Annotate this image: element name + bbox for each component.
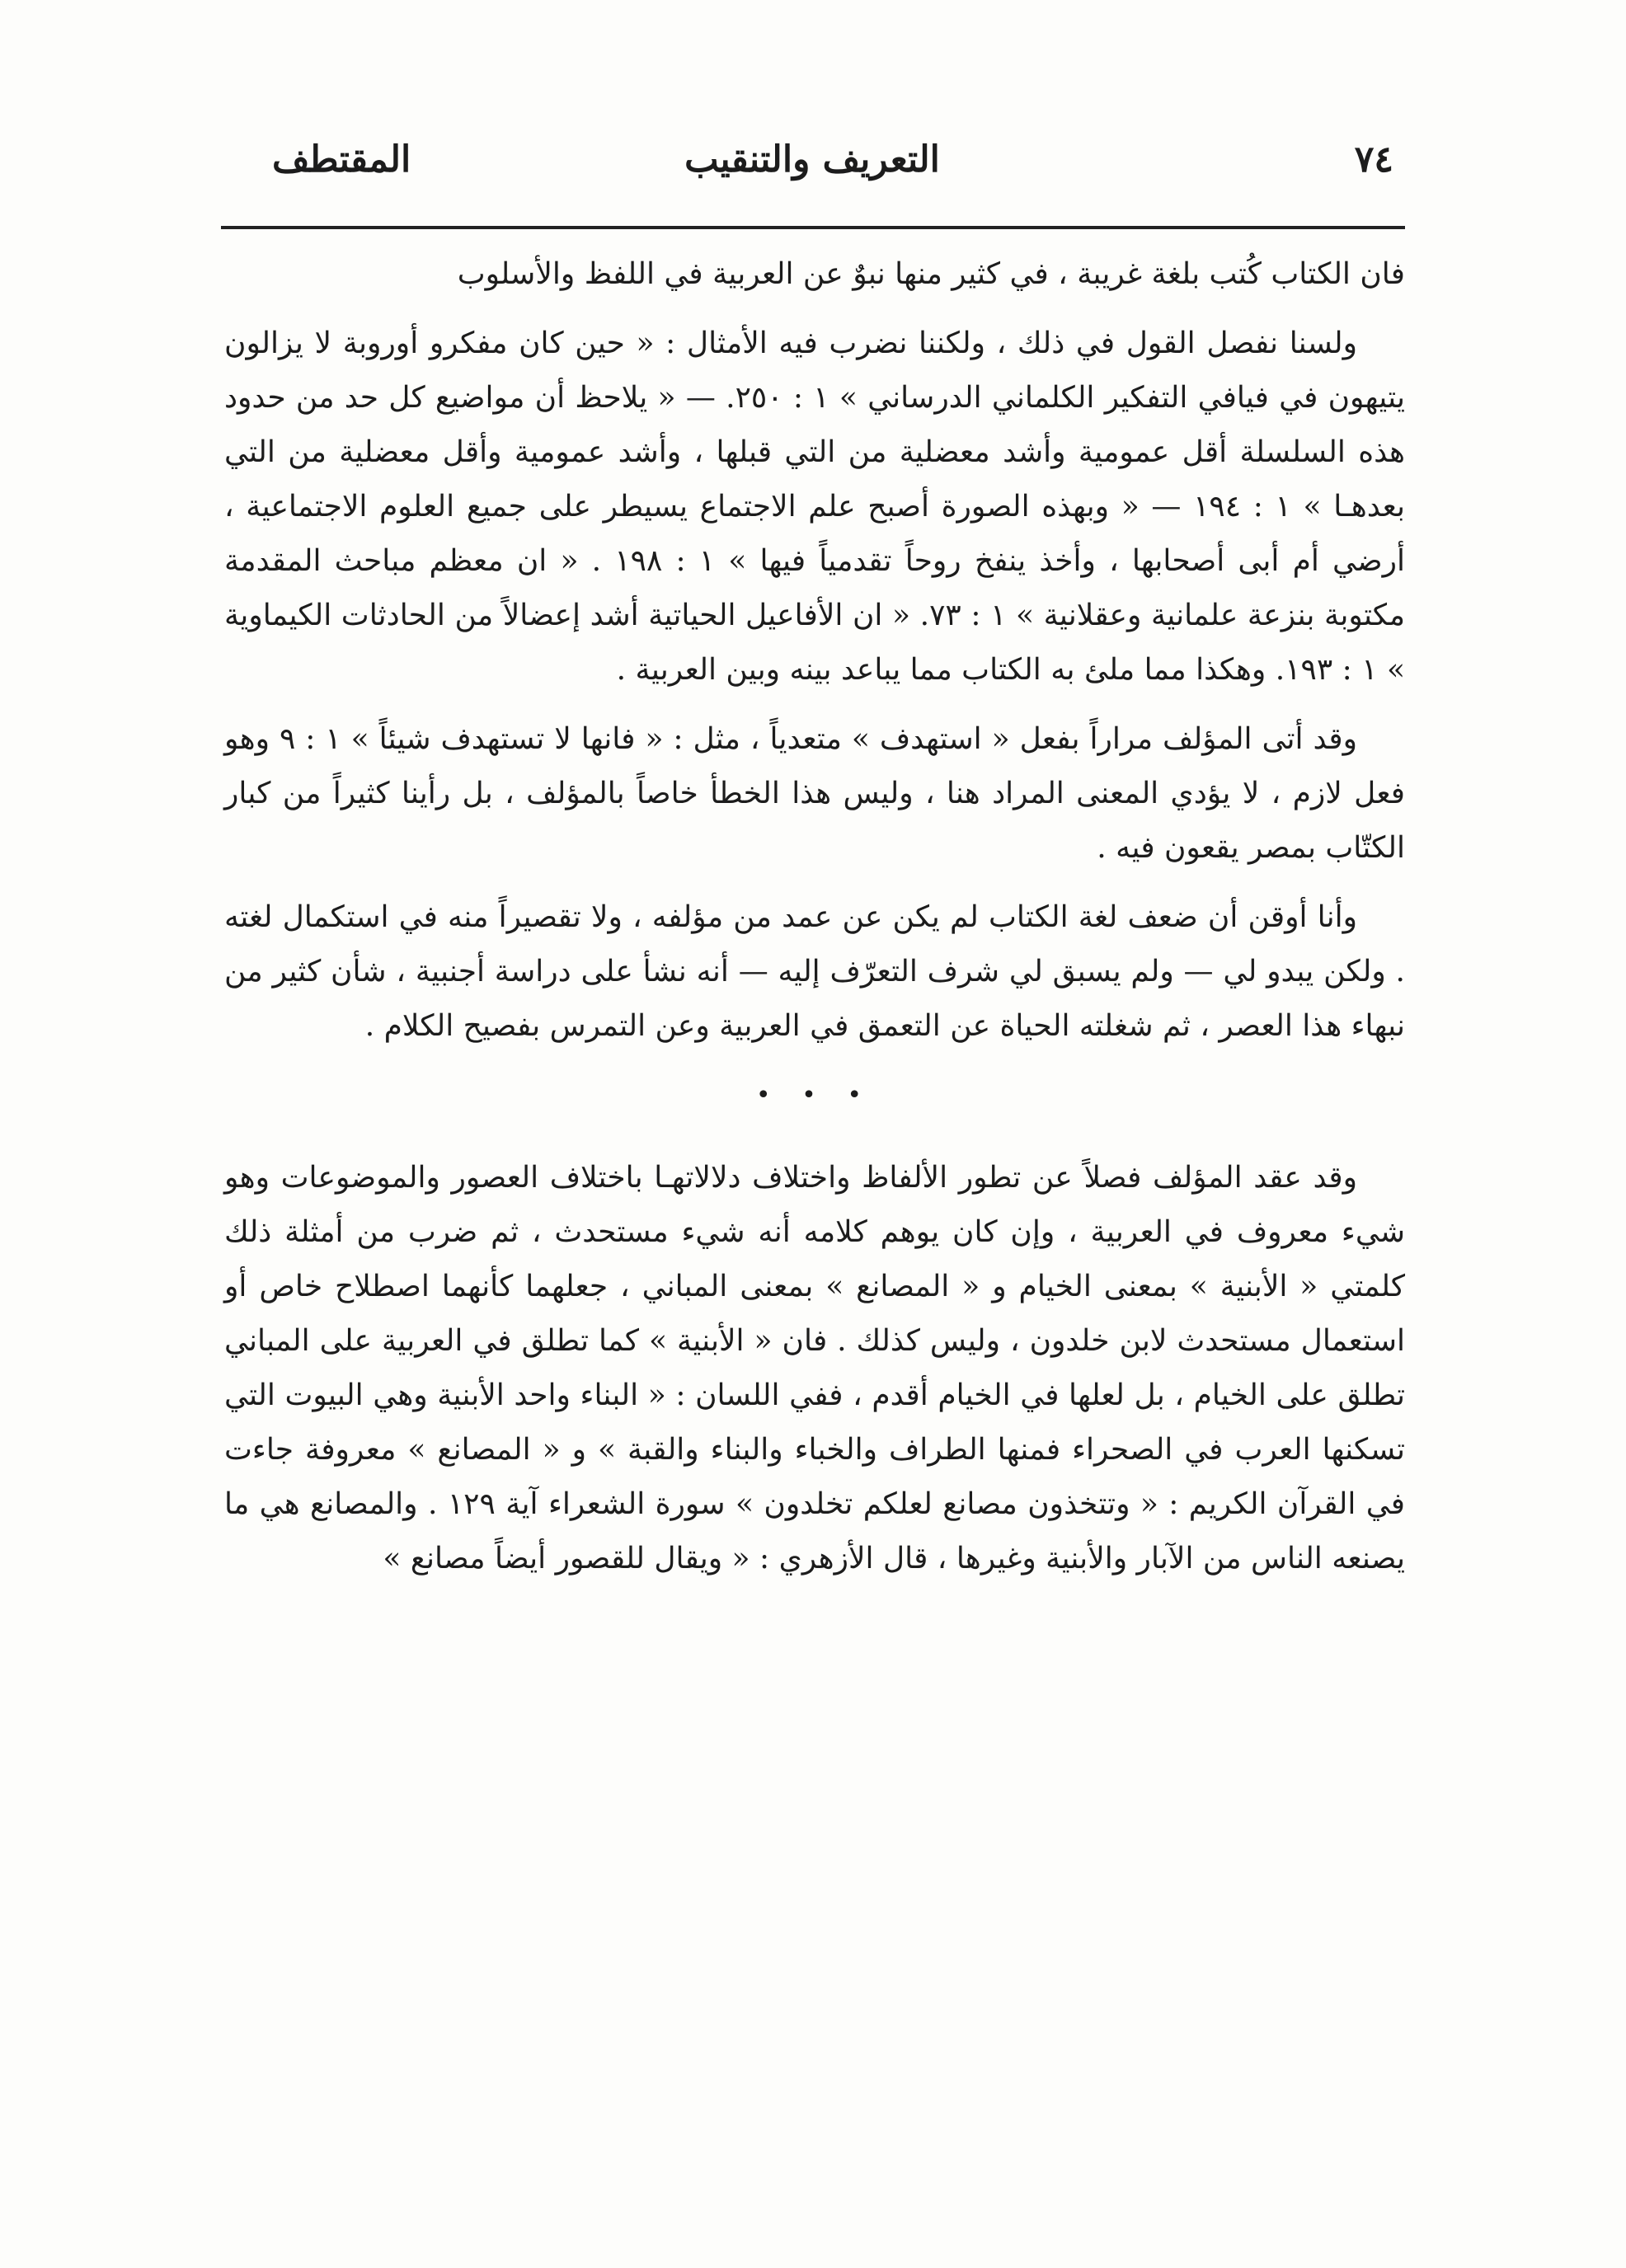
- header-rule: [221, 226, 1405, 229]
- journal-name: المقتطف: [272, 139, 411, 181]
- paragraph-word-evolution: وقد عقد المؤلف فصلاً عن تطور الألفاظ واختلاف دلالاتهـا باختلاف العصور والموضوعات وهو شيء معروف في العربية ، وإن كان يوهم كلامه أنه شيء مستحدث ، ثم ضرب من أمثلة ذلك كلمتي « الأبنية » بمعنى الخيام و « المصانع » بمعنى المباني ، جعلهما كأنهما اصطلاح خاص أو استعمال مستحدث لابن خلدون ، وليس كذلك . فان « الأبنية » كما تطلق في العربية على المباني تطلق على الخيام ، بل لعلها في الخيام أقدم ، ففي اللسان : « البناء واحد الأبنية وهي البيوت التي تسكنها العرب في الصحراء فمنها الطراف والخباء والبناء والقبة » و « المصانع » معروفة جاءت في القرآن الكريم : « وتتخذون مصانع لعلكم تخلدون » سورة الشعراء آية ١٢٩ . والمصانع هي ما يصنعه الناس من الآبار والأبنية وغيرها ، قال الأزهري : « ويقال للقصور أيضاً مصانع »: [224, 1161, 1405, 1575]
- paragraph-author-language: وأنا أوقن أن ضعف لغة الكتاب لم يكن عن عمد من مؤلفه ، ولا تقصيراً منه في استكمال لغته . ولكن يبدو لي — ولم يسبق لي شرف التعرّف إليه — أنه نشأ على دراسة أجنبية ، شأن كثير من نبهاء هذا العصر ، ثم شغلته الحياة عن التعمق في العربية وعن التمرس بفصيح الكلام .: [224, 900, 1405, 1043]
- paragraph-continuation: فان الكتاب كُتب بلغة غريبة ، في كثير منها نبوٌ عن العربية في اللفظ والأسلوب: [457, 257, 1405, 291]
- paragraph-istahdaf: وقد أتى المؤلف مراراً بفعل « استهدف » متعدياً ، مثل : « فانها لا تستهدف شيئاً » ١ : ٩ وهو فعل لازم ، لا يؤدي المعنى المراد هنا ، وليس هذا الخطأ خاصاً بالمؤلف ، بل رأينا كثيراً من كبار الكتّاب بمصر يقعون فيه .: [224, 722, 1405, 865]
- page-number: ٧٤: [1354, 139, 1393, 181]
- section-break: • • •: [755, 1081, 874, 1110]
- paragraph-examples: ولسنا نفصل القول في ذلك ، ولكننا نضرب فيه الأمثال : « حين كان مفكرو أوروبة لا يزالون يتيهون في فيافي التفكير الكلماني الدرساني » ١ : ٢٥٠. — « يلاحظ أن مواضيع كل حد من حدود هذه السلسلة أقل عمومية وأشد معضلية من التي قبلها ، وأشد عمومية وأقل معضلية من التي بعدهـا » ١ : ١٩٤ — « وبهذه الصورة أصبح علم الاجتماع يسيطر على جميع العلوم الاجتماعية ، أرضي أم أبى أصحابها ، وأخذ ينفخ روحاً تقدمياً فيها » ١ : ١٩٨ . « ان معظم مباحث المقدمة مكتوبة بنزعة علمانية وعقلانية » ١ : ٧٣. « ان الأفاعيل الحياتية أشد إعضالاً من الحادثات الكيماوية » ١ : ١٩٣. وهكذا مما ملئ به الكتاب مما يباعد بينه وبين العربية .: [224, 326, 1406, 687]
- article-body: [224, 247, 1405, 1586]
- article-title: التعريف والتنقيب: [684, 139, 940, 181]
- running-header: [223, 139, 1402, 201]
